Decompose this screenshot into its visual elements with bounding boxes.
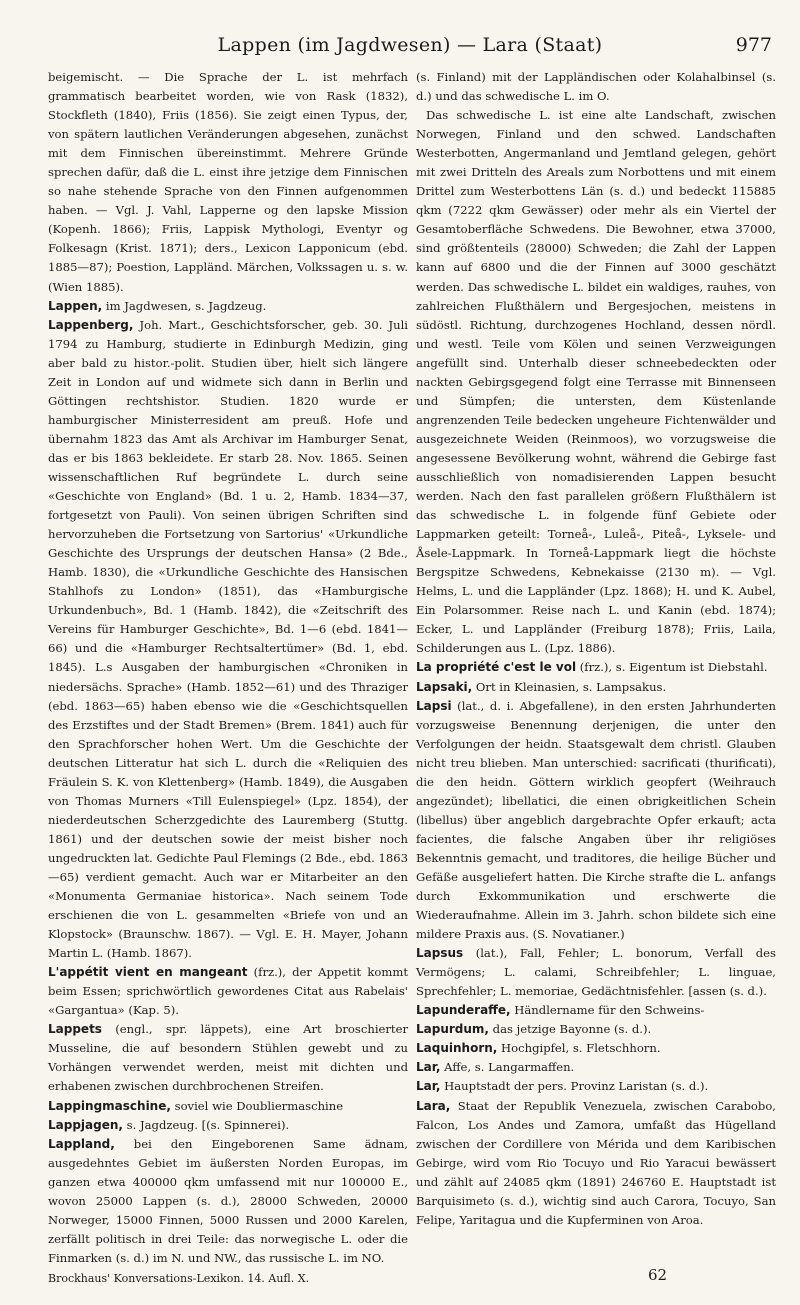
entry-text: Hauptstadt der pers. Provinz Laristan (s. d.). (440, 1079, 709, 1094)
entry-headword: Lappen, (48, 298, 103, 313)
dictionary-entry (48, 1020, 408, 1096)
entry-headword: Lapsi (416, 698, 452, 713)
entry-headword: Lapsaki, (416, 679, 473, 694)
entry-text: (frz.), s. Eigentum ist Diebstahl. (576, 660, 768, 675)
left-column (48, 68, 408, 1268)
dictionary-entry (416, 944, 776, 1001)
right-column (416, 68, 776, 1230)
running-title: Lappen (im Jagdwesen) — Lara (Staat) (217, 34, 603, 56)
signature-mark: 62 (648, 1266, 668, 1284)
dictionary-entry (48, 68, 408, 297)
entry-text: (frz.), der Appetit kommt beim Essen; sprichwörtlich gewordenes Citat aus Rabelais' «Gargantua» (Kap. 5). (48, 965, 408, 1018)
entry-text: Händlername für den Schweins- (510, 1003, 705, 1018)
entry-text: Affe, s. Langarmaffen. (440, 1060, 575, 1075)
entry-text: (s. Finland) mit der Lappländischen oder Kolahalbinsel (s. d.) und das schwedische L. im O. (416, 70, 776, 104)
entry-headword: Lar, (416, 1060, 441, 1075)
entry-headword: Lappingmaschine, (48, 1098, 171, 1113)
entry-headword: Lapurdum, (416, 1022, 489, 1037)
dictionary-entry (416, 106, 776, 658)
entry-headword: Lappets (48, 1022, 102, 1037)
page-number: 977 (735, 34, 772, 56)
dictionary-entry (416, 1020, 776, 1039)
dictionary-entry (416, 678, 776, 697)
entry-headword: Laquinhorn, (416, 1041, 498, 1056)
dictionary-entry (416, 1077, 776, 1096)
entry-text: (lat.), Fall, Fehler; L. bonorum, Verfall des Vermögens; L. calami, Schreibfehler; L. linguae, Sprechfehler; L. memoriae, Gedächtnisfehler. [assen (s. d.). (416, 946, 776, 999)
entry-text: Staat der Republik Venezuela, zwischen Carabobo, Falcon, Los Andes und Zamora, umfaßt das Hügelland zwischen der Cordillere von Mérida und dem Karibischen Gebirge, wird vom Rio Tocuyo und Rio Yaracui bewässert und zählt auf 24085 qkm (1891) 246760 E. Hauptstadt ist Barquisimeto (s. d.), wichtig sind auch Carora, Tocuyo, San Felipe, Yaritagua und die Kupferminen von Aroa. (416, 1098, 776, 1227)
entry-text: (lat., d. i. Abgefallene), in den ersten Jahrhunderten vorzugsweise Benennung derjenigen, die unter den Verfolgungen der heidn. Staatsgewalt dem christl. Glauben nicht treu blieben. Man unterschied: sacrificati (thurificati), die den heidn. Göttern wirklich geopfert (Weihrauch angezündet); libellatici, die einen obrigkeitlichen Schein (libellus) über angeblich dargebrachte Opfer erkauft; acta facientes, die falsche Angaben über ihr religiöses Bekenntnis gemacht, und traditores, die heilige Bücher und Gefäße ausgeliefert hatten. Die Kirche strafte die L. anfangs durch Exkommunikation und erschwerte die Wiederaufnahme. Allein im 3. Jahrh. schon bildete sich eine mildere Praxis aus. (S. Novatianer.) (416, 698, 776, 942)
dictionary-entry (48, 963, 408, 1020)
dictionary-entry (416, 658, 776, 677)
dictionary-entry (48, 1097, 408, 1116)
dictionary-entry (416, 1058, 776, 1077)
entry-text: im Jagdwesen, s. Jagdzeug. (102, 298, 267, 313)
entry-text: beigemischt. — Die Sprache der L. ist mehrfach grammatisch bearbeitet worden, wie von Rask (1832), Stockfleth (1840), Friis (1856). Sie zeigt einen Typus, der, von spätern lautlichen Veränderungen abgesehen, zunächst mit dem Finnischen übereinstimmt. Mehrere Gründe sprechen dafür, daß die L. einst ihre jetzige dem Finnischen so nahe stehende Sprache von den Finnen aufgenommen haben. — Vgl. J. Vahl, Lapperne og den lapske Mission (Kopenh. 1866); Friis, Lappisk Mythologi, Eventyr og Folkesagn (Krist. 1871); ders., Lexicon Lapponicum (ebd. 1885—87); Poestion, Lappländ. Märchen, Volkssagen u. s. w. (Wien 1885). (48, 70, 408, 294)
entry-text: Joh. Mart., Geschichtsforscher, geb. 30. Juli 1794 zu Hamburg, studierte in Edinburgh Medizin, ging aber bald zu histor.-polit. Studien über, hielt sich längere Zeit in London auf und widmete sich dann in Berlin und Göttingen rechtshistor. Studien. 1820 wurde er hamburgischer Ministerresident am preuß. Hofe und übernahm 1823 das Amt als Archivar im Hamburger Senat, das er bis 1863 bekleidete. Er starb 28. Nov. 1865. Seinen wissenschaftlichen Ruf begründete L. durch seine «Geschichte von England» (Bd. 1 u. 2, Hamb. 1834—37, fortgesetzt von Pauli). Von seinen übrigen Schriften sind hervorzuheben die Fortsetzung von Sartorius' «Urkundliche Geschichte des Ursprungs der deutschen Hansa» (2 Bde., Hamb. 1830), die «Urkundliche Geschichte des Hansischen Stahlhofs zu London» (1851), das «Hamburgische Urkundenbuch», Bd. 1 (Hamb. 1842), die «Zeitschrift des Vereins für Hamburger Geschichte», Bd. 1—6 (ebd. 1841—66) und die «Hamburger Rechtsaltertümer» (Bd. 1, ebd. 1845). L.s Ausgaben der hamburgischen «Chroniken in niedersächs. Sprache» (Hamb. 1852—61) und des Thraziger (ebd. 1863—65) haben ebenso wie die «Geschichtsquellen des Erzstiftes und der Stadt Bremen» (Brem. 1841) auch für den Sprachforscher hohen Wert. Um die Geschichte der deutschen Litteratur hat sich L. durch die «Reliquien des Fräulein S. K. von Klettenberg» (Hamb. 1849), die Ausgaben von Thomas Murners «Till Eulenspiegel» (Lpz. 1854), der niederdeutschen Scherzgedichte des Lauremberg (Stuttg. 1861) und der deutschen sowie der meist bisher noch ungedruckten lat. Gedichte Paul Flemings (2 Bde., ebd. 1863—65) verdient gemacht. Auch war er Mitarbeiter an den «Monumenta Germaniae historica». Nach seinem Tode erschienen die von L. gesammelten «Briefe von und an Klopstock» (Braunschw. 1867). — Vgl. E. H. Mayer, Johann Martin L. (Hamb. 1867). (48, 317, 408, 961)
entry-text: bei den Eingeborenen Same ädnam, ausgedehntes Gebiet im äußersten Norden Europas, im ganzen etwa 400000 qkm umfassend mit nur 100000 E., wovon 25000 Lappen (s. d.), 28000 Schweden, 20000 Norweger, 15000 Finnen, 5000 Russen und 2000 Karelen, zerfällt politisch in drei Teile: das norwegische L. oder die Finmarken (s. d.) im N. und NW., das russische L. im NO. (48, 1136, 408, 1265)
dictionary-entry (416, 1097, 776, 1230)
entry-text: soviel wie Doubliermaschine (170, 1098, 344, 1113)
dictionary-entry (48, 1116, 408, 1135)
entry-headword: Lapunderaffe, (416, 1003, 511, 1018)
dictionary-entry (416, 68, 776, 106)
entry-headword: La propriété c'est le vol (416, 660, 577, 675)
dictionary-entry (48, 316, 408, 964)
entry-headword: Lara, (416, 1098, 451, 1113)
page-header (48, 34, 772, 58)
entry-text: Hochgipfel, s. Fletschhorn. (497, 1041, 661, 1056)
entry-headword: Lappenberg, (48, 317, 134, 332)
imprint-line: Brockhaus' Konversations-Lexikon. 14. Aufl. X. (48, 1272, 310, 1285)
entry-headword: Lar, (416, 1079, 441, 1094)
entry-headword: Lappland, (48, 1136, 115, 1151)
entry-headword: Lappjagen, (48, 1117, 123, 1132)
entry-text: Das schwedische L. ist eine alte Landschaft, zwischen Norwegen, Finland und den schwed. Landschaften Westerbotten, Angermanland und Jemtland gelegen, gehört mit zwei Dritteln des Areals zum Norbottens und mit einem Drittel zum Westerbottens Län (s. d.) und bedeckt 115885 qkm (7222 qkm Gewässer) oder mehr als ein Viertel der Gesamtoberfläche Schwedens. Die Bewohner, etwa 37000, sind größtenteils (28000) Schweden; die Zahl der Lappen kann auf 6800 und die der Finnen auf 3000 geschätzt werden. Das schwedische L. bildet ein waldiges, rauhes, von zahlreichen Flußthälern und Bergesjochen, meistens in südöstl. Richtung, durchzogenes Hochland, dessen nördl. und westl. Teile vom Kölen und seinen Verzweigungen angefüllt sind. Unterhalb dieser schneebedeckten oder nackten Gebirgsgegend folgt eine Terrasse mit Binnenseen und Sümpfen; die untersten, dem Küstenlande angrenzenden Teile bedecken ungeheure Fichtenwälder und ausgezeichnete Weiden (Reinmoos), wo vorzugsweise die angesessene Bevölkerung wohnt, während die Gebirge fast ausschließlich von nomadisierenden Lappen besucht werden. Nach den fast parallelen größern Flußthälern ist das schwedische L. in folgende fünf Gebiete oder Lappmarken geteilt: Torneå-, Luleå-, Piteå-, Lyksele- und Åsele-Lappmark. In Torneå-Lappmark liegt die höchste Bergspitze Schwedens, Kebnekaisse (2130 m). — Vgl. Helms, L. und die Lappländer (Lpz. 1868); H. und K. Aubel, Ein Polarsommer. Reise nach L. und Kanin (ebd. 1874); Ecker, L. und Lappländer (Freiburg 1878); Friis, Laila, Schilderungen aus L. (Lpz. 1886). (416, 108, 776, 656)
dictionary-entry (416, 1001, 776, 1020)
entry-headword: L'appétit vient en mangeant (48, 965, 248, 980)
entry-text: (engl., spr. läppets), eine Art broschierter Musseline, die auf besondern Stühlen gewebt und zu Vorhängen verwendet werden, meist mit dichten und erhabenen zwischen durchbrochenen Streifen. (48, 1022, 408, 1094)
entry-text: das jetzige Bayonne (s. d.). (489, 1022, 652, 1037)
entry-text: Ort in Kleinasien, s. Lampsakus. (472, 679, 667, 694)
dictionary-entry (416, 1039, 776, 1058)
entry-text: s. Jagdzeug. [(s. Spinnerei). (122, 1117, 290, 1132)
dictionary-entry (48, 297, 408, 316)
dictionary-entry (48, 1135, 408, 1268)
dictionary-entry (416, 697, 776, 945)
entry-headword: Lapsus (416, 946, 464, 961)
page-footer (48, 1266, 772, 1292)
